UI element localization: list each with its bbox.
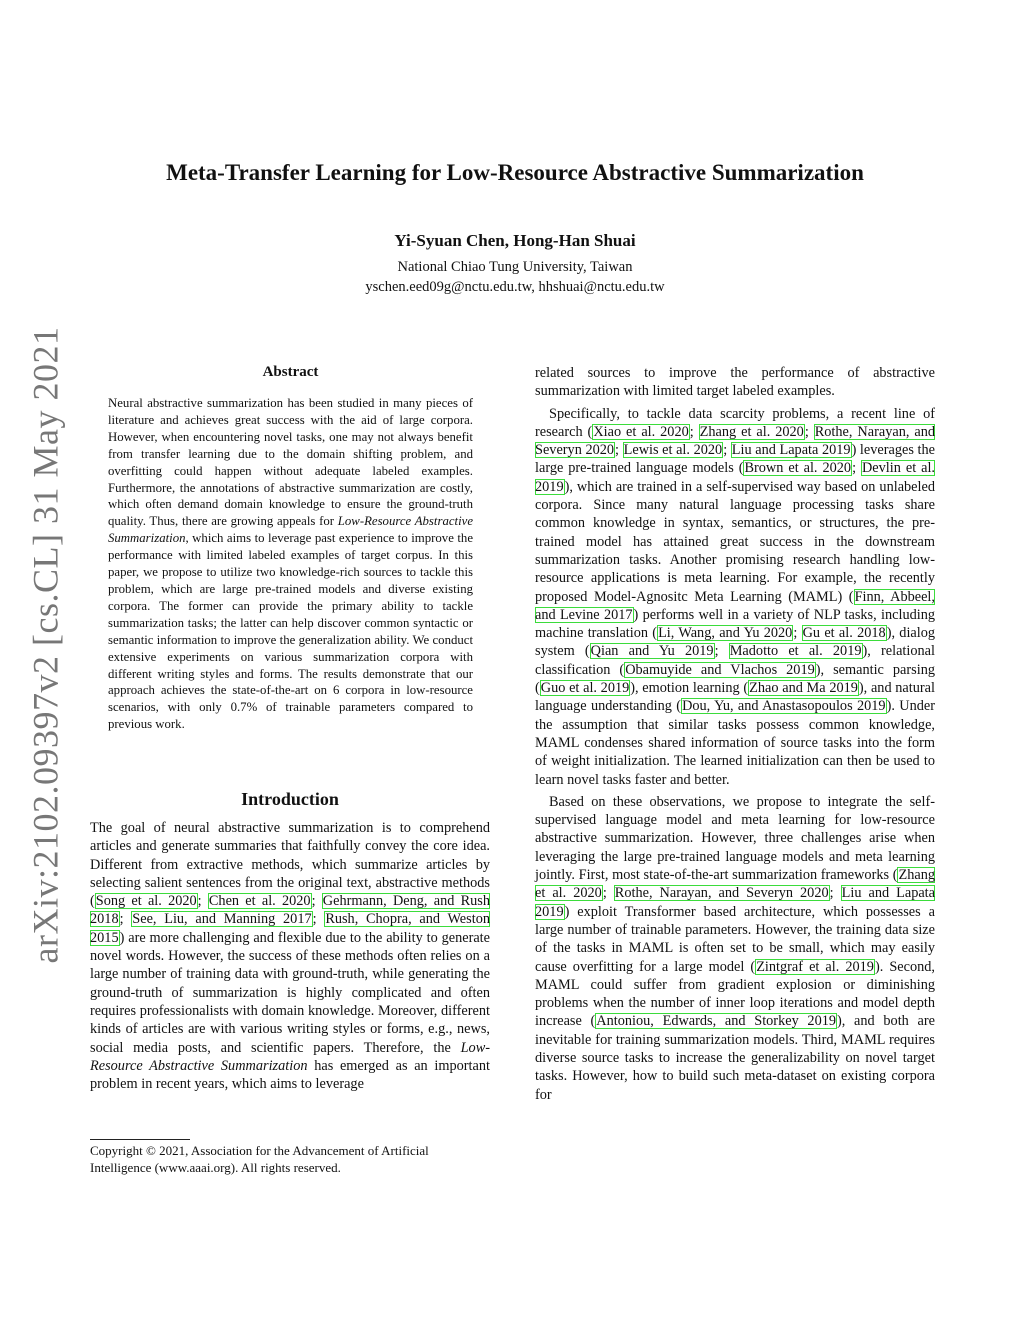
right-column — [535, 364, 935, 1104]
body-text: ; — [311, 893, 322, 910]
body-text: ; — [197, 893, 208, 910]
affiliation: National Chiao Tung University, Taiwan — [397, 259, 633, 275]
citation-link[interactable]: Qian and Yu 2019 — [590, 643, 714, 660]
citation-link[interactable]: Zhang et al. 2020 — [535, 867, 935, 902]
body-text: ) are more challenging and flexible due to the ability to generate novel words. However, the success of these methods often relies on a large number of training data with ground-truth, while generating the ground-truth of summarization is highly complicated and often requires professionalists with domain knowledge. Moreover, different kinds of articles are with various writing styles or forms, e.g., news, social media posts, and scientific papers. Therefore, the — [90, 929, 490, 1056]
body-text: ; — [829, 885, 841, 902]
body-text: ), dialog system ( — [535, 625, 936, 660]
citation-link[interactable]: Rothe, Narayan, and Severyn 2020 — [535, 423, 935, 459]
copyright-notice: Copyright © 2021, Association for the Advancement of Artificial Intelligence (www.aaai.org). All rights reserved. — [90, 1143, 429, 1175]
citation-link[interactable]: Antoniou, Edwards, and Storkey 2019 — [596, 1013, 837, 1030]
body-text: ; — [615, 442, 623, 459]
arxiv-identifier-stamp — [20, 326, 70, 964]
body-text: ), and both are inevitable for training summarization models. Third, MAML requires diverse source tasks to increase the generalizability on novel target tasks. However, how to build such meta-dataset on existing corpora for — [535, 1013, 935, 1103]
paper-title: Meta-Transfer Learning for Low-Resource Abstractive Summarization — [166, 160, 864, 185]
citation-link[interactable]: Song et al. 2020 — [95, 893, 197, 910]
introduction-heading: Introduction — [241, 789, 339, 809]
body-text: ; — [804, 423, 814, 440]
paragraph — [535, 405, 935, 789]
citation-link[interactable]: Madotto et al. 2019 — [729, 643, 862, 660]
citation-link[interactable]: Liu and Lapata 2019 — [731, 442, 851, 459]
citation-link[interactable]: Lewis et al. 2020 — [623, 442, 723, 459]
body-text: ; — [119, 911, 132, 928]
body-text: ; — [602, 885, 614, 902]
citation-link[interactable]: Gehrmann, Deng, and Rush 2018 — [90, 893, 490, 928]
body-text: has emerged as an important problem in recent years, which aims to leverage — [90, 1057, 490, 1093]
body-text: ), emotion learning ( — [630, 680, 749, 697]
body-text: ; — [793, 625, 802, 642]
body-text: ; — [723, 442, 731, 459]
body-text: ; — [689, 423, 699, 440]
citation-link[interactable]: Brown et al. 2020 — [744, 460, 852, 477]
affiliation-block — [90, 257, 940, 297]
body-text: Based on these observations, we propose to integrate the self-supervised language model and meta learning for low-resource abstractive summarization. However, three challenges arise when leveraging the large pre-trained language models and meta learning jointly. First, most state-of-the-art summarization frameworks ( — [535, 793, 935, 884]
body-text: ) exploit Transformer based architecture, which possesses a large number of trainable parameters. However, the training data size of the tasks in MAML is often set to be small, which may easily cause overfitting for a large model ( — [535, 903, 935, 975]
abstract-body — [108, 395, 473, 733]
body-text: ), and natural language understanding ( — [535, 680, 935, 715]
abstract-text: Neural abstractive summarization has been studied in many pieces of literature and achieves great success with the aid of large corpora. However, when encountering novel tasks, one may not always benefit from transfer learning due to the domain shifting problem, and overfitting could happen without adequate labeled examples. Furthermore, the annotations of abstractive summarization are costly, which often demand domain knowledge to ensure the ground-truth quality. Thus, there are growing appeals for — [108, 396, 473, 529]
author-emails: yschen.eed09g@nctu.edu.tw, hhshuai@nctu.edu.tw — [365, 279, 665, 295]
footnote-divider — [90, 1139, 190, 1140]
body-text: ; — [852, 460, 861, 477]
citation-link[interactable]: Zhang et al. 2020 — [699, 423, 804, 440]
citation-link[interactable]: Dou, Yu, and Anastasopoulos 2019 — [682, 698, 886, 715]
abstract-text: , which aims to leverage past experience to improve the performance with limited labeled examples of target corpus. In this paper, we propose to utilize two knowledge-rich sources to tackle this problem, which are large pre-trained models and diverse existing corpora. The former can provide the primary ability to tackle summarization tasks; the latter can help discover common syntactic or semantic information to improve the generalization ability. We conduct extensive experiments on various summarization corpora with different writing styles and forms. The results demonstrate that our approach achieves the state-of-the-art on 6 corpora in low-resource scenarios, with only 0.7% of trainable parameters compared to previous work. — [108, 531, 473, 732]
body-text: ), which are trained in a self-supervised way based on unlabeled corpora. Since many natural language processing tasks share common knowledge in syntax, semantics, or structures, the pre-trained model has attained great success in the downstream summarization tasks. Another promising research handling low-resource applications is meta learning. For example, the recently proposed Model-Agnositc Meta Learning (MAML) ( — [535, 478, 935, 605]
abstract-heading: Abstract — [262, 364, 319, 380]
body-text: The goal of neural abstractive summarization is to comprehend articles and generate summaries that faithfully convey the core idea. Different from extractive methods, which summarize articles by selecting salient sentences from the original text, abstractive methods ( — [90, 820, 490, 910]
arxiv-id: arXiv:2102.09397v2 [cs.CL] 31 May 2021 — [25, 326, 65, 964]
abstract-emphasis: Low-Resource Abstractive Summarization — [108, 514, 473, 546]
body-text: ; — [312, 911, 325, 928]
body-text: ). Second, MAML could suffer from gradient explosion or diminishing problems when the number of inner loop iterations and model depth increase ( — [535, 958, 936, 1030]
citation-link[interactable]: Chen et al. 2020 — [208, 893, 311, 910]
citation-link[interactable]: See, Liu, and Manning 2017 — [132, 911, 312, 928]
citation-link[interactable]: Xiao et al. 2020 — [593, 423, 689, 440]
body-text: ) leverages the large pre-trained language models ( — [535, 442, 935, 477]
citation-link[interactable]: Li, Wang, and Yu 2020 — [658, 625, 793, 642]
paragraph — [535, 793, 935, 1104]
body-emphasis: Low-Resource Abstractive Summarization — [90, 1039, 490, 1074]
body-text: ). Under the assumption that similar tasks possess common knowledge, MAML condenses shared information of source tasks into the form of weight initialization. The learned initialization can then be used to learn novel tasks faster and better. — [535, 698, 935, 788]
citation-link[interactable]: Gu et al. 2018 — [802, 625, 886, 642]
introduction-body — [90, 819, 490, 1093]
paragraph: related sources to improve the performance of abstractive summarization with limited target labeled examples. — [535, 365, 935, 400]
author-list: Yi-Syuan Chen, Hong-Han Shuai — [394, 231, 636, 250]
citation-link[interactable]: Devlin et al. 2019 — [535, 460, 936, 495]
body-text: ), semantic parsing ( — [535, 661, 935, 697]
citation-link[interactable]: Rothe, Narayan, and Severyn 2020 — [614, 885, 829, 902]
body-text: ) performs well in a variety of NLP tasks, including machine translation ( — [535, 606, 936, 642]
body-text: ; — [714, 643, 729, 660]
citation-link[interactable]: Zintgraf et al. 2019 — [756, 958, 874, 975]
citation-link[interactable]: Rush, Chopra, and Weston 2015 — [90, 911, 490, 946]
citation-link[interactable]: Guo et al. 2019 — [540, 680, 630, 697]
citation-link[interactable]: Finn, Abbeel, and Levine 2017 — [535, 588, 935, 623]
citation-link[interactable]: Liu and Lapata 2019 — [535, 885, 936, 920]
body-text: ), relational classification ( — [535, 643, 935, 678]
citation-link[interactable]: Obamuyide and Vlachos 2019 — [625, 661, 815, 678]
body-text: Specifically, to tackle data scarcity problems, a recent line of research ( — [535, 405, 935, 440]
citation-link[interactable]: Zhao and Ma 2019 — [749, 680, 858, 697]
